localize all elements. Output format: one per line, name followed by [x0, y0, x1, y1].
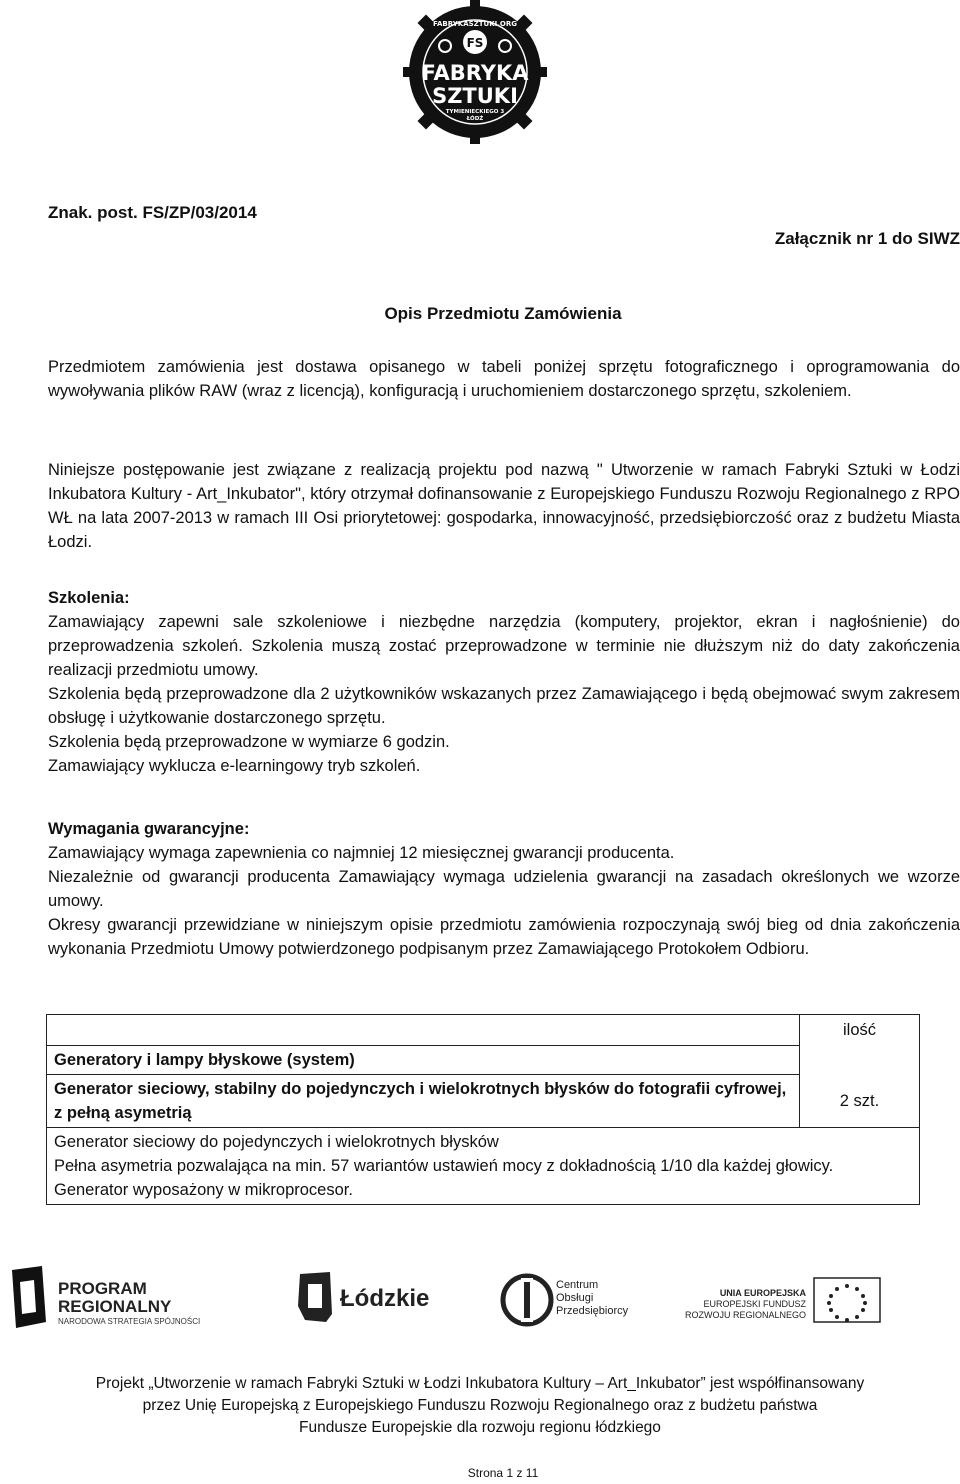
training-heading: Szkolenia: — [48, 589, 130, 607]
spec-table — [46, 1014, 920, 1205]
logo-address2: ŁÓDŹ — [466, 116, 484, 122]
logo-address1: TYMIENIECKIEGO 3 — [445, 109, 505, 115]
table-section-row — [47, 1046, 920, 1075]
footer-line3: Fundusze Europejskie dla rozwoju regionu łódzkiego — [299, 1419, 661, 1436]
sponsor-logos — [0, 1262, 960, 1344]
warranty-heading: Wymagania gwarancyjne: — [48, 820, 250, 838]
page-number: Strona 1 z 11 — [467, 1466, 539, 1480]
item-description — [47, 1128, 920, 1205]
footer-line2: przez Unię Europejską z Europejskiego Funduszu Rozwoju Regionalnego oraz z budżetu państwa — [142, 1397, 818, 1414]
desc-line1: Generator sieciowy do pojedynczych i wielokrotnych błysków — [54, 1133, 499, 1151]
table-header-blank — [47, 1015, 800, 1046]
section-title: Generatory i lampy błyskowe (system) — [47, 1046, 800, 1075]
intro-paragraph — [48, 355, 960, 403]
footer-line1: Projekt „Utworzenie w ramach Fabryki Sztuki w Łodzi Inkubatora Kultury – Art_Inkubator” jest współfinansowany — [95, 1375, 865, 1392]
warranty-p1: Zamawiający wymaga zapewnienia co najmniej 12 miesięcznej gwarancji producenta. — [48, 844, 675, 862]
lodzkie-text: Łódzkie — [340, 1285, 430, 1312]
training-p2: Szkolenia będą przeprowadzone dla 2 użytkowników wskazanych przez Zamawiającego i będą obejmować swym zakresem obsługę i użytkowanie dostarczonego sprzętu. — [48, 685, 960, 727]
program-regionalny-logo — [12, 1266, 200, 1328]
training-p3: Szkolenia będą przeprowadzone w wymiarze 6 godzin. — [48, 733, 450, 751]
item-qty: 2 szt. — [800, 1075, 920, 1128]
warranty-section — [48, 817, 960, 961]
eu-logo — [685, 1278, 880, 1322]
item-title: Generator sieciowy, stabilny do pojedynczych i wielokrotnych błysków do fotografii cyfrowej, z pełną asymetrią — [47, 1075, 800, 1128]
table-item-row — [47, 1075, 920, 1128]
project-paragraph — [48, 458, 960, 554]
logo-top-text: FABRYKASZTUKI.ORG — [433, 20, 517, 28]
cop-line3: Przedsiębiorcy — [556, 1305, 629, 1317]
intro-text: Przedmiotem zamówienia jest dostawa opisanego w tabeli poniżej sprzętu fotograficznego i oprogramowania do wywoływania plików RAW (wraz z licencją), konfiguracją i uruchomieniem dostarczonego sprzętu, szkoleniem. — [48, 358, 960, 400]
logo-line1: FABRYKA — [421, 61, 529, 85]
program-line2: REGIONALNY — [58, 1297, 172, 1316]
cop-line2: Obsługi — [556, 1292, 594, 1304]
section-qty-blank — [800, 1046, 920, 1075]
training-section — [48, 586, 960, 778]
logo-fs-text: FS — [466, 36, 484, 50]
cop-logo — [503, 1276, 629, 1324]
training-p4: Zamawiający wyklucza e-learningowy tryb szkoleń. — [48, 757, 421, 775]
table-header-row — [47, 1015, 920, 1046]
eu-line3: ROZWOJU REGIONALNEGO — [684, 1310, 806, 1320]
qty-header: ilość — [800, 1015, 920, 1046]
lodzkie-logo — [298, 1272, 429, 1322]
program-line3: NARODOWA STRATEGIA SPÓJNOŚCI — [58, 1317, 201, 1326]
footer — [0, 1373, 960, 1439]
eu-line2: EUROPEJSKI FUNDUSZ — [703, 1299, 806, 1309]
desc-line3: Generator wyposażony w mikroprocesor. — [54, 1181, 353, 1199]
training-p1: Zamawiający zapewni sale szkoleniowe i niezbędne narzędzia (komputery, projektor, ekran i nagłośnienie) do przeprowadzenia szkoleń. Szkolenia muszą zostać przeprowadzone w terminie nie dłuższym niż do daty zakończenia realizacji przedmiotu umowy. — [48, 613, 960, 679]
program-line1: PROGRAM — [58, 1279, 147, 1298]
document-title: Opis Przedmiotu Zamówienia — [384, 304, 622, 323]
annex-label: Załącznik nr 1 do SIWZ — [774, 229, 960, 248]
logo-line2: SZTUKI — [432, 84, 518, 108]
eu-line1: UNIA EUROPEJSKA — [719, 1288, 806, 1298]
desc-line2: Pełna asymetria pozwalająca na min. 57 wariantów ustawień mocy z dokładnością 1/10 dla każdej głowicy. — [54, 1157, 834, 1175]
warranty-p3: Okresy gwarancji przewidziane w niniejszym opisie przedmiotu zamówienia rozpoczynają swój bieg od dnia zakończenia wykonania Przedmiotu Umowy potwierdzonego podpisanym przez Zamawiającego Protokołem Odbioru. — [48, 916, 960, 958]
reference-number: Znak. post. FS/ZP/03/2014 — [48, 203, 257, 222]
cop-line1: Centrum — [556, 1279, 599, 1291]
table-desc-row — [47, 1128, 920, 1205]
project-text: Niniejsze postępowanie jest związane z realizacją projektu pod nazwą " Utworzenie w ramach Fabryki Sztuki w Łodzi Inkubatora Kultury - Art_Inkubator", który otrzymał dofinansowanie z Europejskiego Funduszu Rozwoju Regionalnego z RPO WŁ na lata 2007-2013 w ramach III Osi priorytetowej: gospodarka, innowacyjność, przedsiębiorczość oraz z budżetu Miasta Łodzi. — [48, 461, 960, 551]
fabryka-sztuki-logo — [400, 0, 550, 145]
warranty-p2: Niezależnie od gwarancji producenta Zamawiający wymaga udzielenia gwarancji na zasadach określonych we wzorze umowy. — [48, 868, 960, 910]
